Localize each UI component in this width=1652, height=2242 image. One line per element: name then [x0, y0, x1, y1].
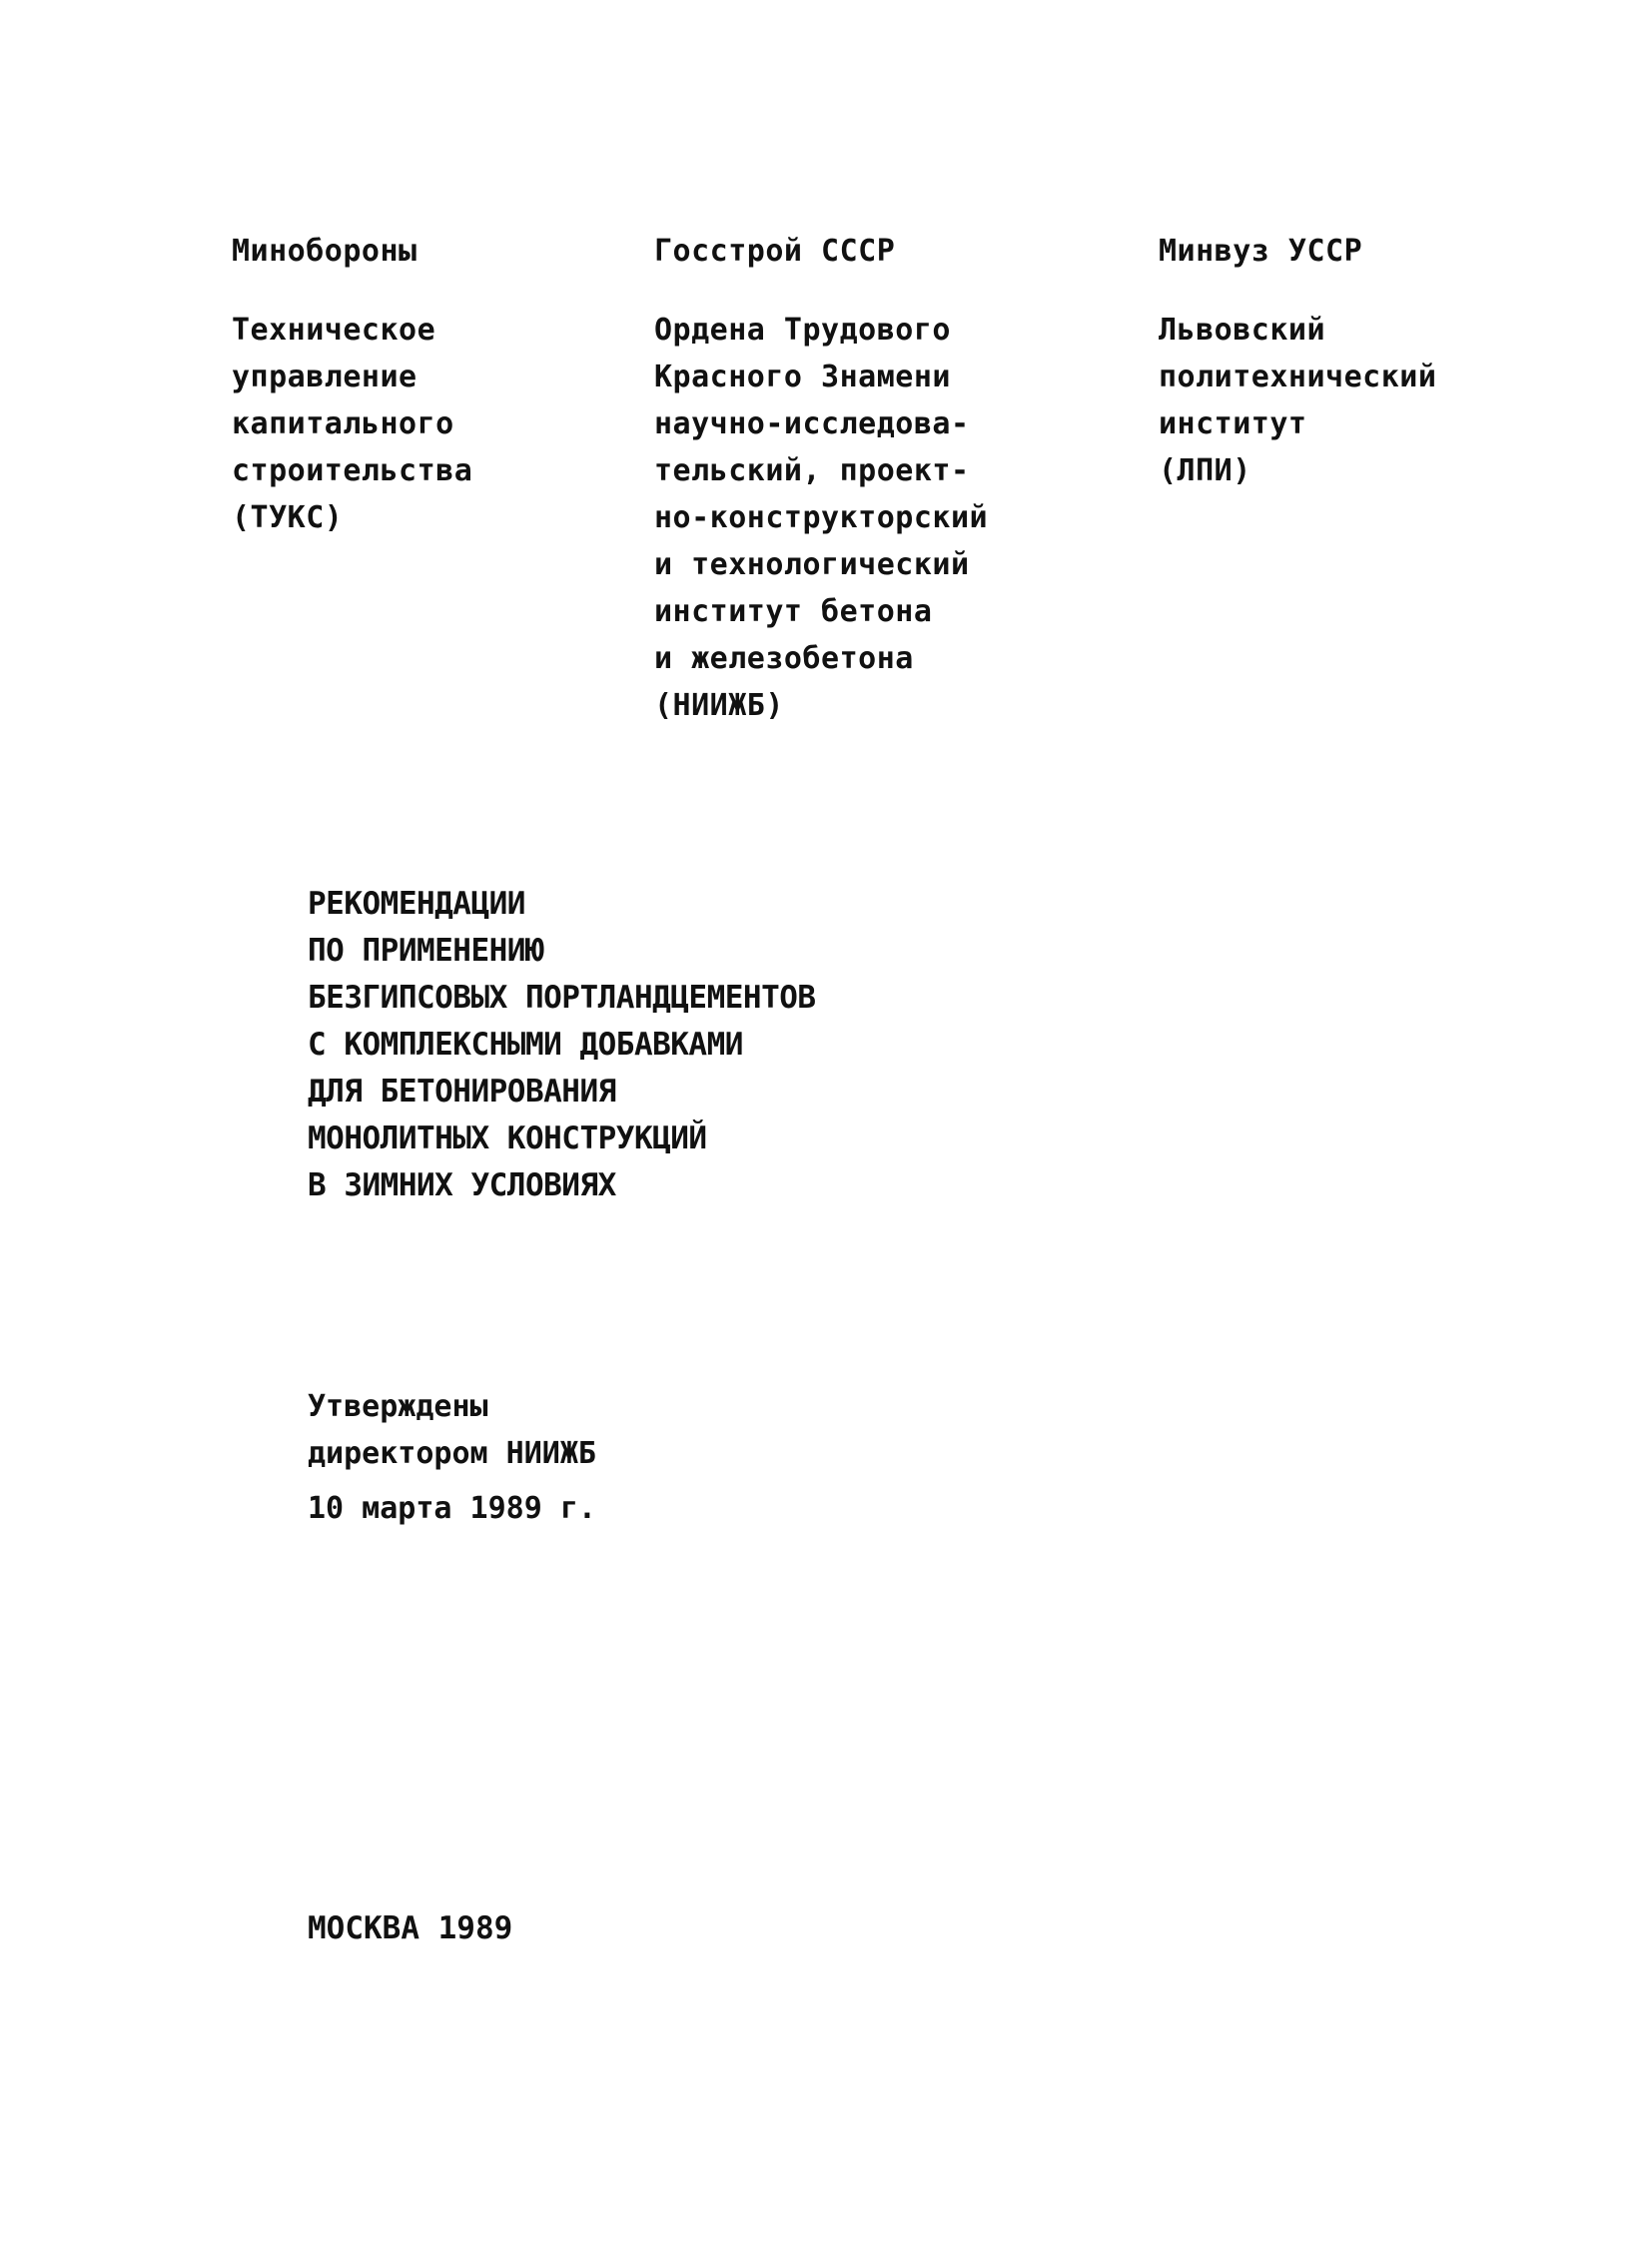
org-line: Ордена Трудового — [654, 313, 951, 348]
org-line: (ТУКС) — [232, 500, 344, 535]
org-line: и технологический — [654, 547, 970, 582]
org-column-minvuz — [1159, 228, 1436, 494]
title-line: В ЗИМНИХ УСЛОВИЯХ — [308, 1167, 616, 1203]
org-column-mod — [232, 228, 472, 541]
org-line: строительства — [232, 453, 473, 488]
org-line: Красного Знамени — [654, 360, 951, 394]
org-line: (НИИЖБ) — [654, 688, 784, 723]
org-line: институт — [1159, 406, 1307, 441]
org-line: (ЛПИ) — [1159, 453, 1251, 488]
title-line: С КОМПЛЕКСНЫМИ ДОБАВКАМИ — [308, 1027, 743, 1063]
org-line: научно-исследова- — [654, 406, 970, 441]
ministry-name: Минвуз УССР — [1159, 234, 1363, 269]
approval-line: директором НИИЖБ — [308, 1436, 596, 1471]
org-line: но-конструкторский — [654, 500, 989, 535]
title-line: РЕКОМЕНДАЦИИ — [308, 886, 525, 922]
approval-date: 10 марта 1989 г. — [308, 1491, 596, 1526]
ministry-name: Минобороны — [232, 234, 417, 269]
title-line: МОНОЛИТНЫХ КОНСТРУКЦИЙ — [308, 1121, 707, 1156]
approval-line: Утверждены — [308, 1389, 488, 1424]
approval-block — [308, 1383, 596, 1532]
org-line: институт бетона — [654, 594, 933, 629]
title-line: ПО ПРИМЕНЕНИЮ — [308, 933, 544, 969]
org-column-gosstroy — [654, 228, 988, 729]
title-line: ДЛЯ БЕТОНИРОВАНИЯ — [308, 1074, 616, 1110]
org-line: Техническое — [232, 313, 436, 348]
org-line: управление — [232, 360, 417, 394]
place-year: МОСКВА 1989 — [308, 1910, 513, 1946]
document-title — [308, 881, 816, 1209]
org-line: Львовский — [1159, 313, 1326, 348]
ministry-name: Госстрой СССР — [654, 234, 896, 269]
title-line: БЕЗГИПСОВЫХ ПОРТЛАНДЦЕМЕНТОВ — [308, 980, 816, 1016]
org-line: капитального — [232, 406, 454, 441]
org-line: и железобетона — [654, 641, 914, 676]
org-line: политехнический — [1159, 360, 1437, 394]
org-line: тельский, проект- — [654, 453, 970, 488]
